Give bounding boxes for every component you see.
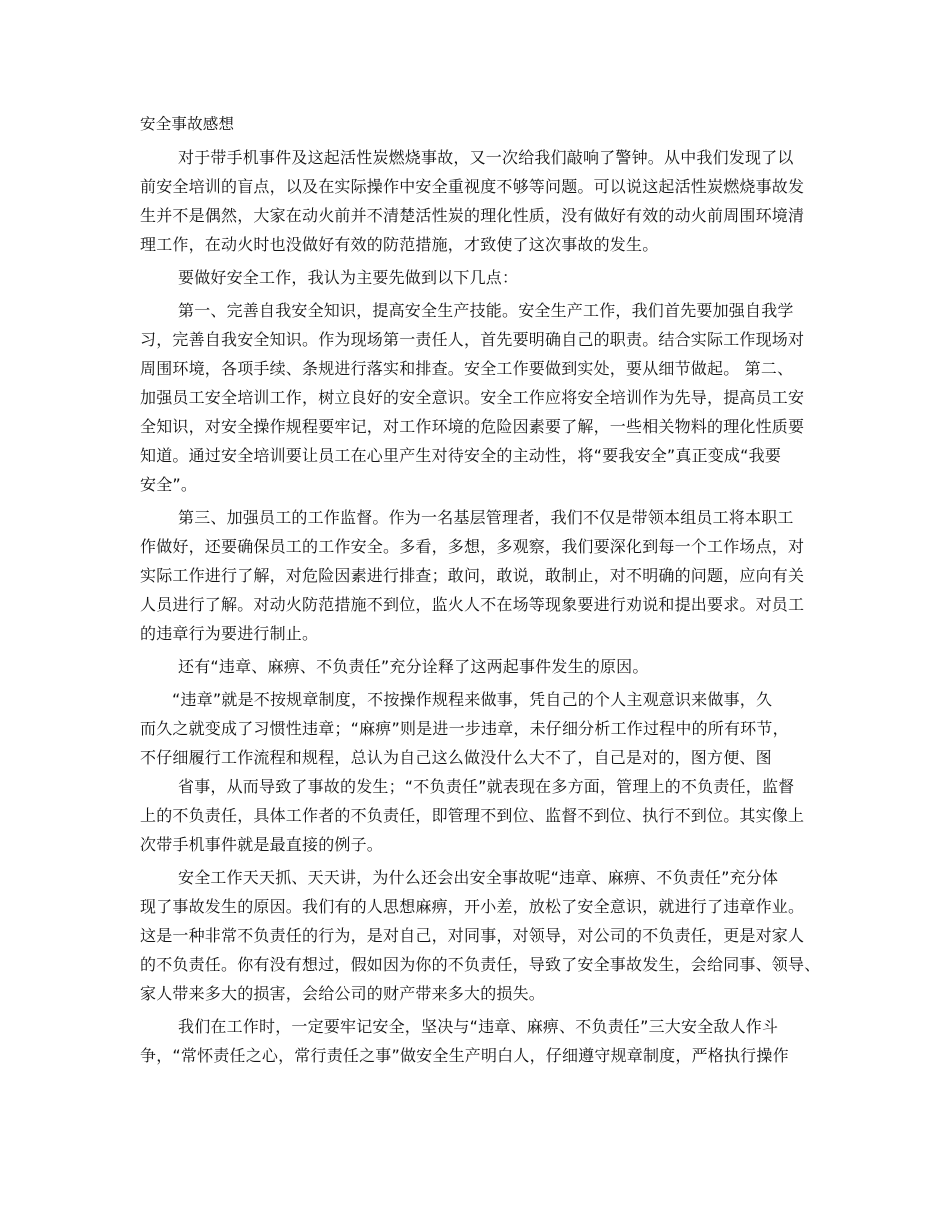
paragraph-line: 安全”。: [140, 475, 198, 494]
document-title: 安全事故感想: [140, 115, 235, 133]
paragraph-line: 理工作，在动火时也没做好有效的防范措施，才致使了这次事故的发生。: [140, 235, 659, 254]
paragraph-line: 周围环境，各项手续、条规进行落实和排查。安全工作要做到实处，要从细节做起。 第二、: [140, 359, 794, 378]
paragraph-line: 习，完善自我安全知识。作为现场第一责任人，首先要明确自己的职责。结合实际工作现场对: [140, 330, 805, 349]
paragraph-line: 知道。通过安全培训要让员工在心里产生对待安全的主动性，将“要我安全”真正变成“我要: [140, 446, 782, 465]
paragraph-line: 生并不是偶然，大家在动火前并不清楚活性炭的理化性质，没有做好有效的动火前周围环境清: [140, 206, 805, 225]
paragraph-line: 的违章行为要进行制止。: [140, 624, 319, 643]
paragraph-line: 还有“违章、麻痹、不负责任”充分诠释了这两起事件发生的原因。: [178, 657, 649, 676]
paragraph-line: 要做好安全工作，我认为主要先做到以下几点：: [178, 268, 519, 287]
paragraph-line: 实际工作进行了解，对危险因素进行排查；敢问，敢说，敢制止，对不明确的问题，应向有关: [140, 566, 805, 585]
paragraph-line: 人员进行了解。对动火防范措施不到位，监火人不在场等现象要进行劝说和提出要求。对员工: [140, 595, 805, 614]
paragraph-line: 前安全培训的盲点，以及在实际操作中安全重视度不够等问题。可以说这起活性炭燃烧事故发: [140, 177, 805, 196]
paragraph-line: 争，“常怀责任之心，常行责任之事”做安全生产明白人，仔细遵守规章制度，严格执行操作: [140, 1046, 789, 1065]
paragraph-line: 对于带手机事件及这起活性炭燃烧事故，又一次给我们敲响了警钟。从中我们发现了以: [178, 148, 794, 167]
paragraph-line: 而久之就变成了习惯性违章；“麻痹”则是进一步违章，未仔细分析工作过程中的所有环节，: [140, 719, 789, 738]
paragraph-line: 全知识，对安全操作规程要牢记，对工作环境的危险因素要了解，一些相关物料的理化性质要: [140, 417, 805, 436]
paragraph-line: 不仔细履行工作流程和规程，总认为自己这么做没什么大不了，自己是对的，图方便、图: [140, 748, 772, 767]
paragraph-line: 作做好，还要确保员工的工作安全。多看，多想，多观察，我们要深化到每一个工作场点，对: [140, 537, 805, 556]
paragraph-line: 加强员工安全培训工作，树立良好的安全意识。安全工作应将安全培训作为先导，提高员工安: [140, 388, 805, 407]
paragraph-line: “违章”就是不按规章制度，不按操作规程来做事，凭自己的个人主观意识来做事，久: [172, 690, 773, 709]
paragraph-line: 第三、加强员工的工作监督。作为一名基层管理者，我们不仅是带领本组员工将本职工: [178, 508, 794, 527]
paragraph-line: 安全工作天天抓、天天讲，为什么还会出安全事故呢“违章、麻痹、不负责任”充分体: [178, 868, 779, 887]
paragraph-line: 家人带来多大的损害，会给公司的财产带来多大的损失。: [140, 984, 546, 1003]
paragraph-line: 省事，从而导致了事故的发生；“不负责任”就表现在多方面，管理上的不负责任，监督: [178, 777, 795, 796]
paragraph-line: 次带手机事件就是最直接的例子。: [140, 835, 384, 854]
paragraph-line: 这是一种非常不负责任的行为，是对自己，对同事，对领导，对公司的不负责任，更是对家人: [140, 926, 805, 945]
paragraph-line: 现了事故发生的原因。我们有的人思想麻痹，开小差，放松了安全意识，就进行了违章作业。: [140, 897, 805, 916]
paragraph-line: 上的不负责任，具体工作者的不负责任，即管理不到位、监督不到位、执行不到位。其实像上: [140, 806, 805, 825]
paragraph-line: 的不负责任。你有没有想过，假如因为你的不负责任，导致了安全事故发生，会给同事、领导、: [140, 955, 821, 974]
paragraph-line: 我们在工作时，一定要牢记安全，坚决与“违章、麻痹、不负责任”三大安全敌人作斗: [178, 1017, 779, 1036]
paragraph-line: 第一、完善自我安全知识，提高安全生产技能。安全生产工作，我们首先要加强自我学: [178, 301, 794, 320]
